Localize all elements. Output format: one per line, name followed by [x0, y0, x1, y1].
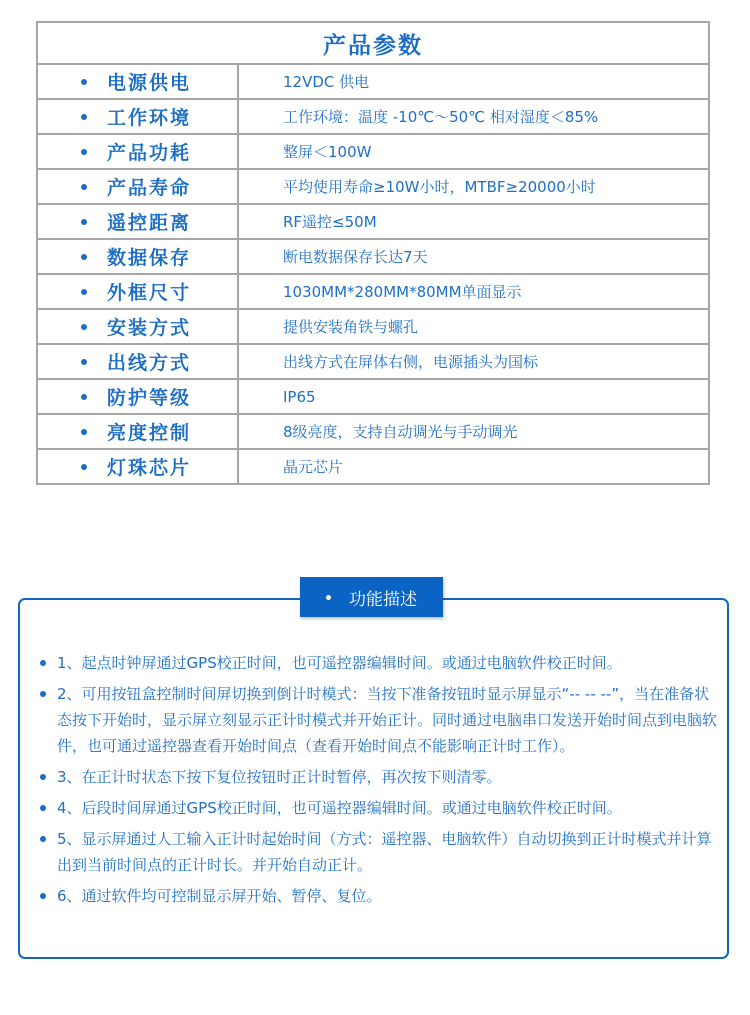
- function-item: [38, 764, 718, 790]
- spec-row: [37, 344, 709, 379]
- bullet-icon: [81, 324, 87, 330]
- spec-row: [37, 64, 709, 99]
- spec-value: 整屏＜100W: [238, 134, 709, 169]
- spec-label: 安装方式: [107, 317, 192, 339]
- bullet-icon: [40, 774, 46, 780]
- bullet-icon: [81, 219, 87, 225]
- spec-label: 产品寿命: [107, 177, 192, 199]
- spec-value: 平均使用寿命≥10W小时，MTBF≥20000小时: [238, 169, 709, 204]
- spec-row: [37, 134, 709, 169]
- function-item: [38, 795, 718, 821]
- function-item: [38, 681, 718, 759]
- bullet-icon: [81, 149, 87, 155]
- spec-label: 电源供电: [107, 72, 192, 94]
- bullet-icon: [40, 660, 46, 666]
- spec-label: 产品功耗: [107, 142, 192, 164]
- function-item: [38, 826, 718, 878]
- bullet-icon: [81, 79, 87, 85]
- spec-label: 防护等级: [107, 387, 192, 409]
- function-item-text: 2、可用按钮盒控制时间屏切换到倒计时模式：当按下准备按钮时显示屏显示“-- -- --”，当在准备状态按下开始时，显示屏立刻显示正计时模式并开始正计。同时通过电脑串口发送开始时间点到电脑软件，也可通过遥控器查看开始时间点（查看开始时间点不能影响正计时工作）。: [57, 685, 718, 755]
- spec-table: [36, 21, 710, 485]
- spec-value: 工作环境：温度 -10℃～50℃ 相对湿度＜85%: [238, 99, 709, 134]
- spec-value: 出线方式在屏体右侧，电源插头为国标: [238, 344, 709, 379]
- bullet-icon: [81, 359, 87, 365]
- spec-label: 遥控距离: [107, 212, 192, 234]
- bullet-icon: [81, 254, 87, 260]
- spec-row: [37, 449, 709, 484]
- function-list: [38, 650, 718, 914]
- bullet-icon: [40, 691, 46, 697]
- spec-row: [37, 309, 709, 344]
- spec-value: IP65: [238, 379, 709, 414]
- spec-label: 外框尺寸: [107, 282, 192, 304]
- spec-value: 1030MM*280MM*80MM单面显示: [238, 274, 709, 309]
- bullet-icon: [81, 464, 87, 470]
- spec-value: 8级亮度，支持自动调光与手动调光: [238, 414, 709, 449]
- bullet-icon: [81, 429, 87, 435]
- bullet-icon: [40, 893, 46, 899]
- spec-row: [37, 379, 709, 414]
- spec-label: 灯珠芯片: [107, 457, 192, 479]
- spec-label: 出线方式: [107, 352, 192, 374]
- spec-table-title: 产品参数: [37, 22, 709, 64]
- function-item-text: 6、通过软件均可控制显示屏开始、暂停、复位。: [57, 887, 382, 905]
- spec-value: 断电数据保存长达7天: [238, 239, 709, 274]
- spec-row: [37, 414, 709, 449]
- spec-row: [37, 204, 709, 239]
- spec-row: [37, 99, 709, 134]
- spec-row: [37, 239, 709, 274]
- function-item-text: 5、显示屏通过人工输入正计时起始时间（方式：遥控器、电脑软件）自动切换到正计时模式并计算出到当前时间点的正计时长。并开始自动正计。: [57, 830, 712, 874]
- function-item-text: 4、后段时间屏通过GPS校正时间，也可遥控器编辑时间。或通过电脑软件校正时间。: [57, 799, 622, 817]
- spec-row: [37, 169, 709, 204]
- bullet-icon: [81, 114, 87, 120]
- function-item: [38, 650, 718, 676]
- bullet-icon: [40, 836, 46, 842]
- function-section-header: [300, 577, 443, 617]
- function-item-text: 1、起点时钟屏通过GPS校正时间，也可遥控器编辑时间。或通过电脑软件校正时间。: [57, 654, 622, 672]
- bullet-icon: [326, 595, 331, 600]
- spec-value: 提供安装角铁与螺孔: [238, 309, 709, 344]
- function-item-text: 3、在正计时状态下按下复位按钮时正计时暂停，再次按下则清零。: [57, 768, 502, 786]
- spec-row: [37, 274, 709, 309]
- bullet-icon: [40, 805, 46, 811]
- spec-label: 工作环境: [107, 107, 192, 129]
- spec-value: 晶元芯片: [238, 449, 709, 484]
- spec-value: RF遥控≤50M: [238, 204, 709, 239]
- function-section-title: 功能描述: [349, 589, 417, 610]
- spec-value: 12VDC 供电: [238, 64, 709, 99]
- bullet-icon: [81, 289, 87, 295]
- function-item: [38, 883, 718, 909]
- bullet-icon: [81, 394, 87, 400]
- spec-label: 数据保存: [107, 247, 192, 269]
- spec-label: 亮度控制: [107, 422, 192, 444]
- bullet-icon: [81, 184, 87, 190]
